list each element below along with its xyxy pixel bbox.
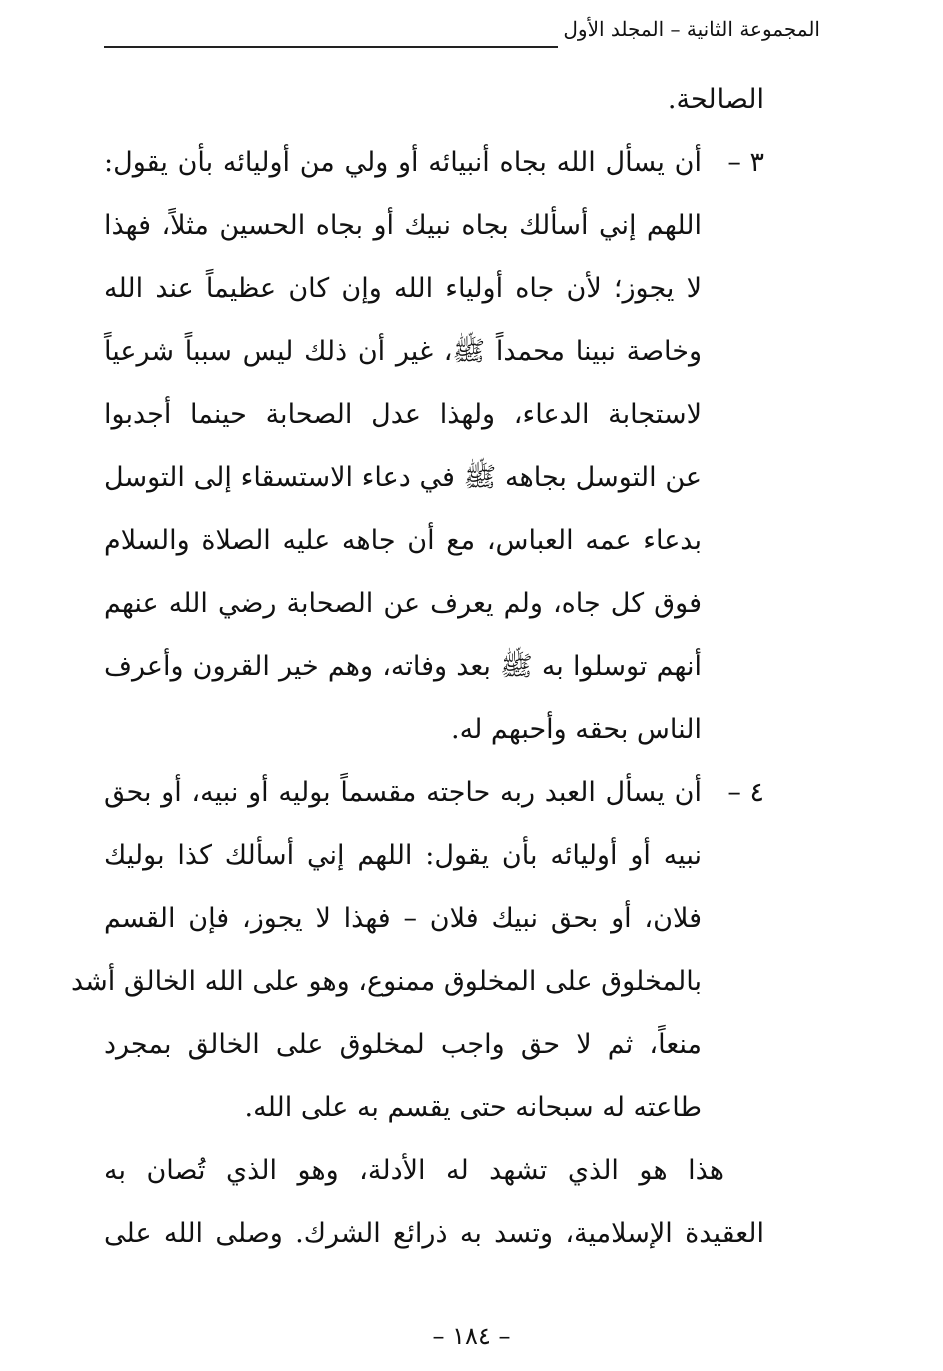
- item-4-line: نبيه أو أوليائه بأن يقول: اللهم إني أسألك كذا بوليك: [104, 840, 702, 871]
- item-3-number: ٣ –: [727, 147, 764, 178]
- list-item-4: [71, 761, 764, 1139]
- item-3-line: بدعاء عمه العباس، مع أن جاهه عليه الصلاة والسلام: [104, 525, 702, 556]
- item-3-line: فوق كل جاه، ولم يعرف عن الصحابة رضي الله عنهم: [104, 588, 702, 619]
- item-4-number: ٤ –: [727, 777, 764, 808]
- page-body: [71, 68, 764, 1265]
- item-3-line: أن يسأل الله بجاه أنبيائه أو ولي من أوليائه بأن يقول:: [104, 147, 702, 178]
- item-4-line: فلان، أو بحق نبيك فلان – فهذا لا يجوز، فإن القسم: [104, 903, 702, 934]
- item-3-line: الناس بحقه وأحبهم له.: [451, 714, 702, 745]
- item-3-line: لا يجوز؛ لأن جاه أولياء الله وإن كان عظيماً عند الله: [104, 273, 702, 304]
- list-item-3: [104, 131, 764, 761]
- closing-line: هذا هو الذي تشهد له الأدلة، وهو الذي تُصان به: [104, 1155, 724, 1186]
- closing-line: العقيدة الإسلامية، وتسد به ذرائع الشرك. وصلى الله على: [104, 1218, 764, 1249]
- item-3-line: أنهم توسلوا به ﷺ بعد وفاته، وهم خير القرون وأعرف: [104, 651, 702, 682]
- header-rule: [104, 46, 558, 48]
- item-4-line: بالمخلوق على المخلوق ممنوع، وهو على الله الخالق أشد: [71, 966, 702, 997]
- item-3-line: اللهم إني أسألك بجاه نبيك أو بجاه الحسين مثلاً، فهذا: [104, 210, 702, 241]
- continuation-line: الصالحة.: [667, 84, 764, 115]
- running-header: المجموعة الثانية – المجلد الأول: [563, 17, 820, 41]
- closing-paragraph: [104, 1139, 764, 1265]
- item-4-line: منعاً، ثم لا حق واجب لمخلوق على الخالق بمجرد: [104, 1029, 702, 1060]
- page-number: – ١٨٤ –: [432, 1322, 511, 1350]
- item-4-line: أن يسأل العبد ربه حاجته مقسماً بوليه أو نبيه، أو بحق: [104, 777, 702, 808]
- item-3-line: عن التوسل بجاهه ﷺ في دعاء الاستسقاء إلى التوسل: [104, 462, 702, 493]
- item-4-line: طاعته له سبحانه حتى يقسم به على الله.: [244, 1092, 702, 1123]
- item-3-line: لاستجابة الدعاء، ولهذا عدل الصحابة حينما أجدبوا: [104, 399, 702, 430]
- item-3-line: وخاصة نبينا محمداً ﷺ، غير أن ذلك ليس سبباً شرعياً: [104, 336, 702, 367]
